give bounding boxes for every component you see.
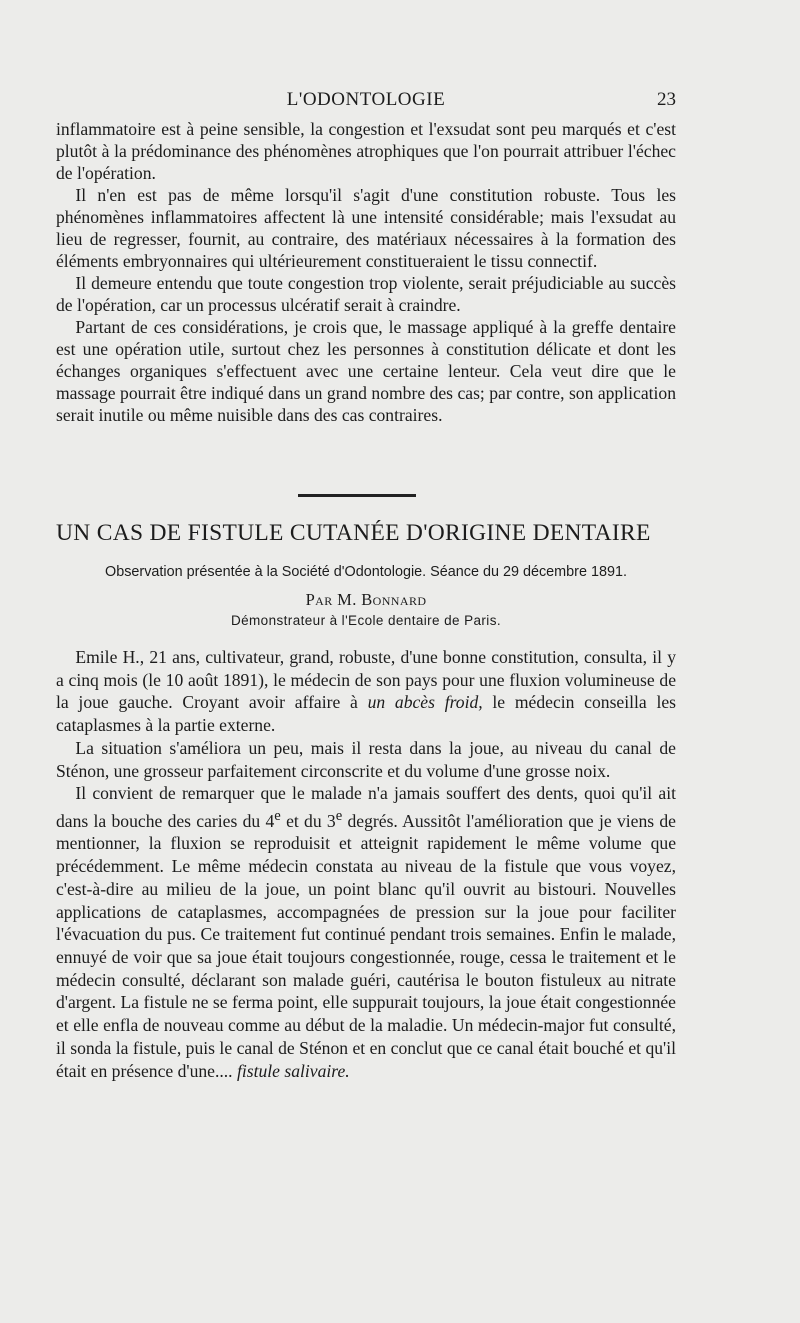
text-run: Il convient de remarquer que le malade n'a jamais souffert des dents, quoi qu'il ait dans la bouche des caries du 4 xyxy=(56,783,676,831)
author-line: Par M. Bonnard xyxy=(305,590,427,609)
paragraph: La situation s'améliora un peu, mais il resta dans la joue, au niveau du canal de Sténon, une grosseur parfaitement circonscrite et du volume d'une grosse noix. xyxy=(56,737,676,781)
running-head xyxy=(56,89,676,113)
text-run: et du 3 xyxy=(280,810,336,831)
paragraph: Il n'en est pas de même lorsqu'il s'agit d'une constitution robuste. Tous les phénomènes inflammatoires affectent là une intensité considérable; mais l'exsudat au lieu de regresser, fournit, au contraire, des matériaux nécessaires à la formation des éléments embryonnaires qui ultérieurement constitueraient le tissu connectif. xyxy=(56,185,676,271)
italic-run: fistule salivaire. xyxy=(236,1060,350,1081)
section-divider xyxy=(298,494,416,497)
italic-run: un abcès froid, xyxy=(367,692,483,713)
paragraph: Il demeure entendu que toute congestion trop violente, serait préjudiciable au succès de l'opération, car un processus ulcératif serait à craindre. xyxy=(56,273,676,315)
text-run: Emile H., 21 ans, cultivateur, grand, robuste, d'une bonne constitution, consulta, il y a cinq mois (le 10 août 1891), le médecin de son pays pour une fluxion volumineuse de la joue gauche. Croyant avoir affaire à xyxy=(56,647,676,713)
page-number: 23 xyxy=(657,89,676,110)
running-title: L'ODONTOLOGIE xyxy=(286,89,446,110)
paragraph: inflammatoire est à peine sensible, la congestion et l'exsudat sont peu marqués et c'est plutôt à la prédominance des phénomènes atrophiques que l'on pourrait attribuer l'échec de l'opération. xyxy=(56,119,676,183)
paragraph xyxy=(56,646,676,737)
superscript: e xyxy=(335,807,343,824)
paragraph xyxy=(56,782,676,1082)
paragraph: Partant de ces considérations, je crois que, le massage appliqué à la greffe dentaire est une opération utile, surtout chez les personnes à constitution délicate et dont les échanges organiques s'effectuent avec une certaine lenteur. Cela veut dire que le massage pourrait être indiqué dans un grand nombre des cas; par contre, son application serait inutile ou même nuisible dans des cas contraires. xyxy=(56,317,676,425)
article-body xyxy=(56,646,676,1082)
continued-text xyxy=(56,118,676,426)
text-run: degrés. Aussitôt l'amélioration que je viens de mentionner, la fluxion se reproduisit et atteignit rapidement le même volume que précédemment. Le même médecin constata au niveau de la fistule que vous voyez, c'est-à-dire au milieu de la joue, un point blanc qu'il ouvrit au bistouri. Nouvelles applications de cataplasmes, accompagnées de pression sur la joue pour faciliter l'évacuation du pus. Ce traitement fut continué pendant trois semaines. Enfin le malade, ennuyé de voir que sa joue était toujours congestionnée, rouge, cessa le traitement et le médecin consulté, déclarant son malade guéri, cautérisa le bouton fistuleux au nitrate d'argent. La fistule ne se ferma point, elle suppurait toujours, la joue était congestionnée et elle enfla de nouveau comme au début de la maladie. Un médecin-major fut consulté, il sonda la fistule, puis le canal de Sténon et en conclut que ce canal était bouché et qu'il était en présence d'une.... xyxy=(56,810,676,1081)
author-affiliation: Démonstrateur à l'Ecole dentaire de Paris. xyxy=(230,613,501,628)
observation-note: Observation présentée à la Société d'Odontologie. Séance du 29 décembre 1891. xyxy=(105,564,627,580)
superscript: e xyxy=(274,807,281,824)
article-title: UN CAS DE FISTULE CUTANÉE D'ORIGINE DENTAIRE xyxy=(56,520,651,546)
text-run: le médecin conseilla les cataplasmes à la partie externe. xyxy=(56,692,676,736)
